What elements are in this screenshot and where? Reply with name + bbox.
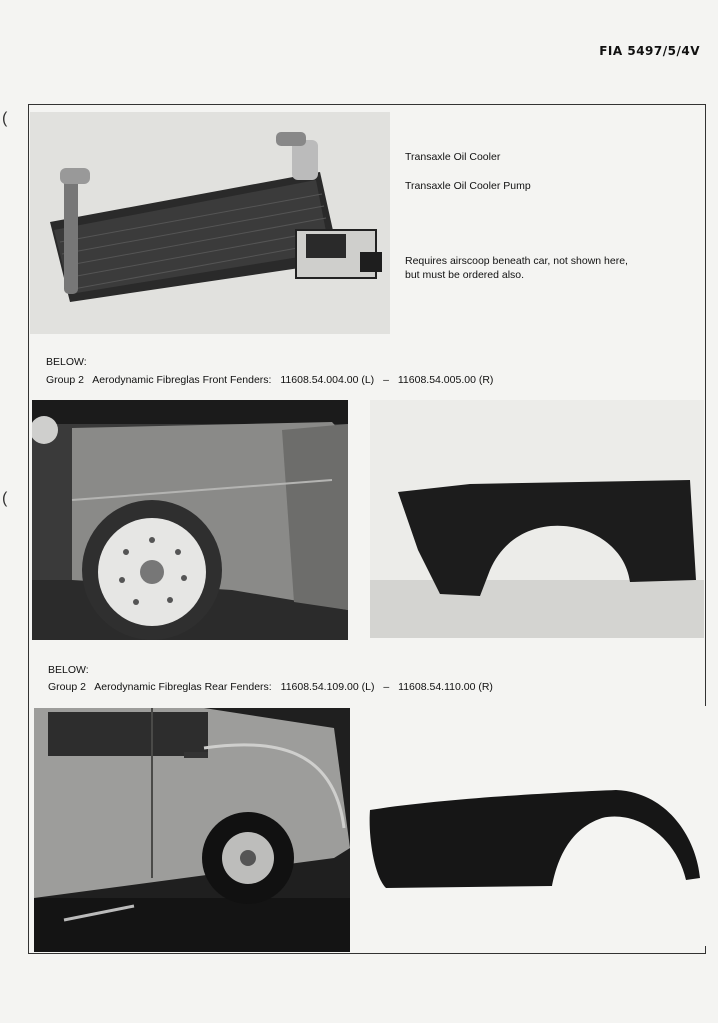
rear-description: Aerodynamic Fibreglas Rear Fenders: [94,681,272,693]
rear-fender-part-photo [366,706,706,946]
margin-mark: ( [2,110,8,127]
rear-dash: – [383,681,390,693]
rear-part-left: 11608.54.109.00 (L) [280,681,375,693]
front-description: Aerodynamic Fibreglas Front Fenders: [92,374,272,386]
rear-fenders-caption [48,681,499,693]
front-fender-part-photo [370,400,704,638]
rear-part-right: 11608.54.110.00 (R) [398,681,493,693]
front-dash: – [383,374,389,386]
front-group: Group 2 [46,374,84,386]
document-reference: FIA 5497/5/4V [599,44,700,58]
margin-mark: ( [2,490,8,507]
front-fender-car-photo [32,400,348,640]
front-part-left: 11608.54.004.00 (L) [280,374,375,386]
airscoop-note-line1: Requires airscoop beneath car, not shown here, [405,255,628,267]
rear-fender-car-photo [34,708,350,952]
oil-cooler-pump-label: Transaxle Oil Cooler Pump [405,180,531,192]
rear-group: Group 2 [48,681,86,693]
oil-cooler-photo [30,112,390,334]
front-fenders-caption [46,374,499,386]
airscoop-note-line2: but must be ordered also. [405,269,525,281]
front-part-right: 11608.54.005.00 (R) [397,374,494,386]
oil-cooler-label: Transaxle Oil Cooler [405,151,501,163]
front-below-label: BELOW: [46,356,87,368]
rear-below-label: BELOW: [48,664,89,676]
